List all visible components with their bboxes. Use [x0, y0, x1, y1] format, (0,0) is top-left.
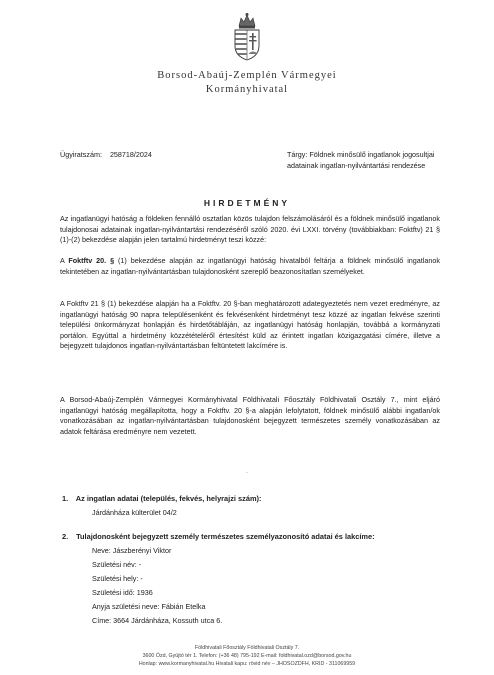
case-number-value: 258718/2024: [109, 150, 152, 159]
section-1-title: [62, 494, 261, 503]
footer-office: Földhivatali Főosztály Földhivatali Osztály 7.: [194, 645, 300, 651]
hungarian-coat-of-arms-icon: [229, 12, 265, 62]
section-2-number: 2.: [62, 532, 69, 541]
section-2-heading: Tulajdonosként bejegyzett személy természetes személyazonosító adatai és lakcíme:: [76, 532, 375, 541]
paragraph-text: (1) bekezdése alapján az ingatlanügyi hatóság hivatalból feltárja a földnek minősülő ingatlanok tekintetében az ingatlan-nyilvántartásban tulajdonosként szereplő beazonosítatlan személyeket.: [60, 256, 440, 276]
section-2-title: [62, 532, 375, 541]
owner-name: Neve: Jászberényi Viktor: [92, 546, 172, 555]
case-number-label: Ügyiratszám:: [60, 150, 102, 159]
document-title: HIRDETMÉNY: [203, 198, 291, 208]
property-data: Járdánháza külterület 04/2: [92, 508, 177, 517]
organization-name-line1: Borsod-Abaúj-Zemplén Vármegyei: [157, 70, 337, 81]
footer-contact: 3600 Ózd, Gyújtó tér 1. Telefon: (+36 48) 795-192 E-mail: foldhivatal.ozd@borsod.gov.hu: [142, 653, 352, 659]
paragraph-intro: Az ingatlanügyi hatóság a földeken fennálló osztatlan közös tulajdon felszámolásáról és a földnek minősülő ingatlanok tulajdonosai adatainak ingatlan-nyilvántartási rendezéséről szóló 2020. évi LXXI. törvény (továbbiakban: Foktftv) 21 § (1)-(2) bekezdése alapján jelen tartalmú hirdetményt teszi közzé:: [60, 214, 440, 244]
section-1-number: 1.: [62, 494, 69, 503]
paragraph-section-20: [60, 256, 440, 277]
owner-birth-name: Születési név: -: [92, 560, 142, 569]
paragraph-section-21: A Foktftv 21 § (1) bekezdése alapján ha a Foktftv. 20 §-ban meghatározott adategyeztetés nem vezet eredményre, az ingatlanügyi hatóság 90 napra településenként és fekvésenként hirdetményt tesz közzé az ingatlan fekvése szerinti települési önkormányzat honlapján és hirdetőtábláján, az ingatlanügyi hatóság honlapján, továbbá a kormányzati portálon. Egyúttal a hirdetmény közzétételéről értesítést küld az érintett ingatlan közigazgatási címére, illetve a bejegyzett tulajdonos ingatlan-nyilvántartásban feltüntetett lakcímére is.: [60, 299, 440, 350]
paragraph-finding: A Borsod-Abaúj-Zemplén Vármegyei Kormányhivatal Földhivatali Főosztály Földhivatali Osztály 7., mint eljáró ingatlanügyi hatóság megállapította, hogy a Foktftv. 20 §-a alapján lefolytatott, földnek minősülő alábbi ingatlan/ok vonatkozásában az ingatlan-nyilvántartásban tulajdonosként bejegyzett természetes személy vonatkozásában az adatok feltárása eredményre nem vezetett.: [60, 395, 440, 436]
owner-address: Címe: 3664 Járdánháza, Kossuth utca 6.: [92, 616, 223, 625]
organization-name-line2: Kormányhivatal: [205, 84, 289, 95]
footer-web: Honlap: www.kormanyhivatal.hu Hivatali kapu: rövid név – JHOSOZDFH, KRID - 311069959: [138, 661, 356, 667]
subject-label: Tárgy:: [287, 150, 308, 159]
stray-mark: ·: [246, 470, 248, 476]
section-1-heading: Az ingatlan adatai (település, fekvés, helyrajzi szám):: [75, 494, 262, 503]
owner-birth-date: Születési idő: 1936: [92, 588, 153, 597]
paragraph-prefix: A: [60, 256, 69, 265]
subject: [287, 150, 437, 171]
law-reference: Foktftv 20. §: [68, 256, 115, 265]
owner-birth-place: Születési hely: -: [92, 574, 143, 583]
subject-value: Földnek minősülő ingatlanok jogosultjai adatainak ingatlan-nyilvántartási rendezése: [287, 150, 435, 170]
owner-mother-name: Anyja születési neve: Fábián Etelka: [92, 602, 206, 611]
case-number: [60, 150, 152, 159]
